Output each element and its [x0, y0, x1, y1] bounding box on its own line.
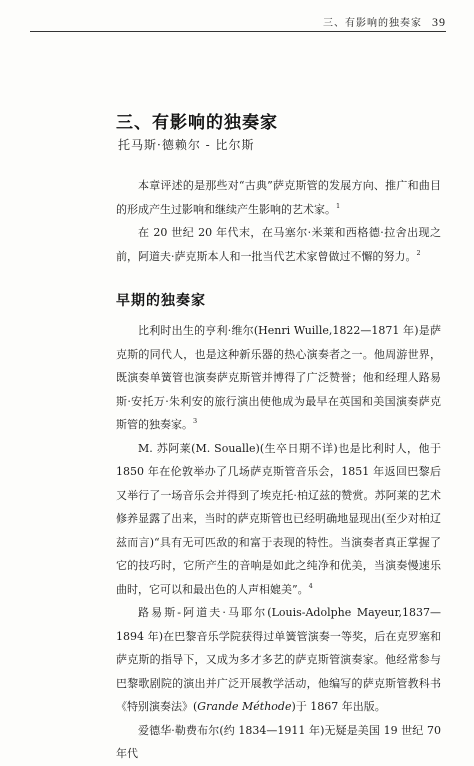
- paragraph-text: 本章评述的是那些对“古典”萨克斯管的发展方向、推广和曲目的形成产生过影响和继续产生影响的艺术家。: [116, 179, 441, 216]
- section-title: 三、有影响的独奏家: [116, 113, 278, 133]
- intro-paragraph-2: [116, 221, 441, 268]
- early-soloists-text: [116, 319, 441, 766]
- paragraph-soualle: [116, 437, 441, 602]
- running-head: [323, 14, 446, 30]
- subsection-heading: 早期的独奏家: [116, 293, 206, 309]
- paragraph-text: 在 20 世纪 20 年代末，在马塞尔·米莱和西格德·拉舍出现之前，阿道夫·萨克斯本人和一批当代艺术家曾做过不懈的努力。: [116, 226, 441, 263]
- page-number: 39: [432, 15, 446, 29]
- paragraph-text: 比利时出生的亨利·维尔(Henri Wuille,1822—1871 年)是萨克斯的同代人，也是这种新乐器的热心演奏者之一。他周游世界，既演奏单簧管也演奏萨克斯管并博得了广泛赞誉；他和经理人路易斯·安托万·朱利安的旅行演出使他成为最早在英国和美国演奏萨克斯管的独奏家。: [116, 324, 441, 431]
- paragraph-text-tail: )于 1867 年出版。: [291, 700, 386, 713]
- book-title-italic: Grande Méthode: [197, 700, 292, 713]
- paragraph-mayeur: [116, 601, 441, 719]
- paragraph-wuille: [116, 319, 441, 437]
- footnote-ref: 1: [336, 201, 341, 210]
- header-rule: [30, 31, 446, 32]
- paragraph-text: 路易斯-阿道夫·马耶尔(Louis-Adolphe Mayeur,1837—1894 年)在巴黎音乐学院获得过单簧管演奏一等奖，后在克罗塞和萨克斯的指导下，又成为多才多艺的萨克斯管演奏家。他经常参与巴黎歌剧院的演出并广泛开展教学活动，他编写的萨克斯管教科书《特别演奏法》(: [116, 606, 441, 713]
- paragraph-text: 爱德华·勒费布尔(约 1834—1911 年)无疑是美国 19 世纪 70 年代: [116, 723, 441, 760]
- footnote-ref: 2: [416, 248, 421, 257]
- paragraph-text: M. 苏阿莱(M. Soualle)(生卒日期不详)也是比利时人，他于 1850 年在伦敦举办了几场萨克斯管音乐会，1851 年返回巴黎后又举行了一场音乐会并得到了埃克托·柏辽兹的赞赏。苏阿莱的艺术修养显露了出来，当时的萨克斯管也已经明确地显现出(至少对柏辽兹而言)“具有无可匹敌的和富于表现的特性。当演奏者真正掌握了它的技巧时，它所产生的音响是如此之纯净和优美，当演奏慢速乐曲时，它可以和最出色的人声相媲美”。: [116, 441, 441, 596]
- author-byline: 托马斯·德赖尔 - 比尔斯: [118, 138, 255, 152]
- paragraph-lefebre: [116, 719, 441, 766]
- footnote-ref: 3: [193, 417, 198, 425]
- running-head-title: 三、有影响的独奏家: [323, 18, 422, 29]
- footnote-ref: 4: [308, 581, 313, 590]
- intro-text: [116, 174, 441, 268]
- intro-paragraph-1: [116, 174, 441, 221]
